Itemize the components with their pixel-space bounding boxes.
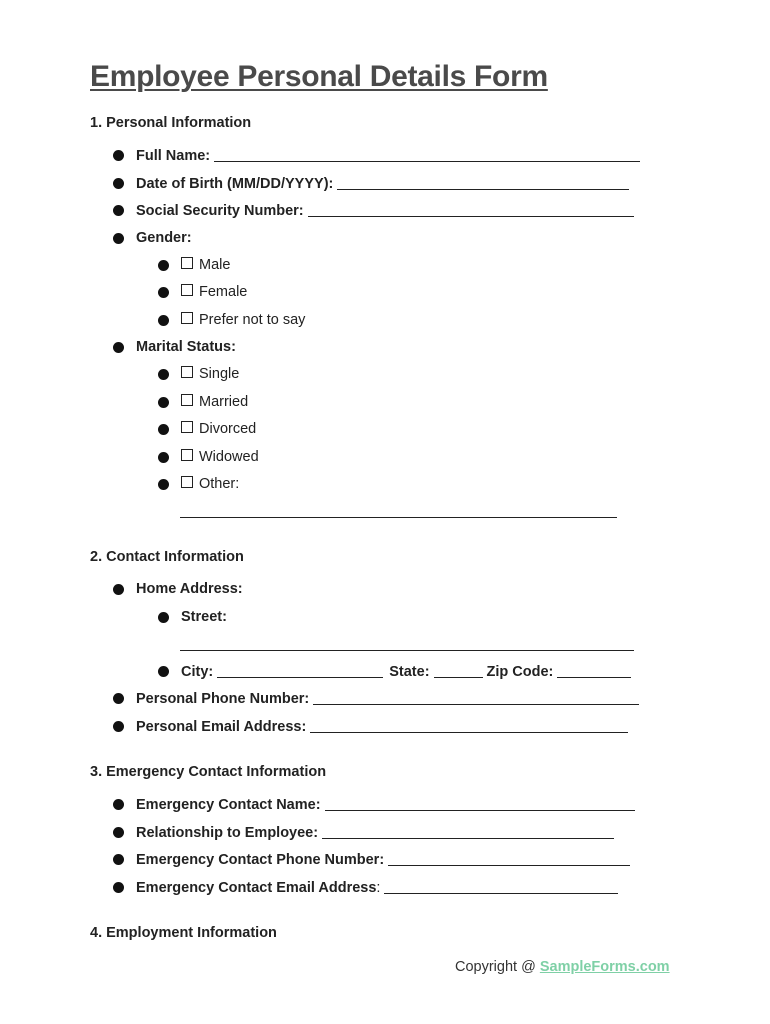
email-label: Personal Email Address: [136, 719, 307, 735]
dob-field[interactable] [337, 176, 629, 190]
relationship-label: Relationship to Employee: [136, 825, 319, 841]
bullet-icon [158, 424, 169, 435]
relationship-field[interactable] [322, 825, 614, 839]
bullet-icon [113, 882, 124, 893]
emergency-phone-label: Emergency Contact Phone Number: [136, 852, 385, 868]
full-name-row [136, 146, 640, 165]
section-heading-contact: 2. Contact Information [90, 549, 244, 565]
bullet-icon [158, 397, 169, 408]
city-label: City: [181, 664, 214, 680]
zip-field[interactable] [557, 664, 631, 678]
marital-option-married[interactable] [181, 393, 248, 411]
bullet-icon [158, 315, 169, 326]
section-heading-personal: 1. Personal Information [90, 115, 252, 131]
marital-option-label: Divorced [199, 421, 257, 437]
full-name-label: Full Name: [136, 148, 211, 164]
marital-option-widowed[interactable] [181, 448, 259, 466]
bullet-icon [158, 260, 169, 271]
bullet-icon [158, 612, 169, 623]
marital-option-other[interactable] [181, 475, 239, 493]
bullet-icon [113, 721, 124, 732]
marital-label: Marital Status: [136, 339, 236, 355]
gender-option-label: Female [199, 284, 248, 300]
emergency-name-row [136, 795, 635, 814]
checkbox-icon[interactable] [181, 421, 193, 433]
checkbox-icon[interactable] [181, 366, 193, 378]
checkbox-icon[interactable] [181, 394, 193, 406]
checkbox-icon[interactable] [181, 257, 193, 269]
bullet-icon [113, 799, 124, 810]
ssn-row [136, 201, 634, 220]
page-title: Employee Personal Details Form [90, 60, 548, 93]
marital-option-label: Widowed [199, 449, 259, 465]
gender-option-male[interactable] [181, 256, 230, 274]
phone-row [136, 689, 639, 708]
street-field[interactable] [180, 650, 634, 651]
bullet-icon [113, 584, 124, 595]
marital-option-label: Other: [199, 476, 240, 492]
gender-option-prefer-not[interactable] [181, 311, 305, 329]
bullet-icon [113, 854, 124, 865]
bullet-icon [113, 342, 124, 353]
emergency-email-colon: : [376, 880, 381, 896]
checkbox-icon[interactable] [181, 476, 193, 488]
zip-label: Zip Code: [486, 664, 554, 680]
dob-row [136, 174, 629, 193]
phone-label: Personal Phone Number: [136, 691, 310, 707]
gender-row [136, 229, 192, 247]
emergency-phone-row [136, 850, 630, 869]
gender-option-female[interactable] [181, 283, 247, 301]
bullet-icon [113, 233, 124, 244]
marital-option-label: Married [199, 394, 249, 410]
email-row [136, 717, 628, 736]
email-field[interactable] [310, 719, 628, 733]
emergency-name-field[interactable] [325, 797, 635, 811]
bullet-icon [113, 150, 124, 161]
bullet-icon [158, 369, 169, 380]
checkbox-icon[interactable] [181, 312, 193, 324]
emergency-name-label: Emergency Contact Name: [136, 797, 321, 813]
marital-option-divorced[interactable] [181, 420, 256, 438]
city-state-zip-row [181, 662, 631, 681]
copyright-text: Copyright @ [455, 959, 540, 975]
gender-option-label: Prefer not to say [199, 312, 306, 328]
ssn-label: Social Security Number: [136, 203, 304, 219]
city-field[interactable] [217, 664, 383, 678]
bullet-icon [113, 205, 124, 216]
section-heading-emergency: 3. Emergency Contact Information [90, 764, 327, 780]
home-address-label: Home Address: [136, 581, 243, 597]
state-field[interactable] [434, 664, 483, 678]
dob-label: Date of Birth (MM/DD/YYYY): [136, 176, 334, 192]
phone-field[interactable] [313, 691, 639, 705]
bullet-icon [113, 693, 124, 704]
bullet-icon [113, 827, 124, 838]
emergency-email-row [136, 878, 618, 897]
marital-option-label: Single [199, 366, 240, 382]
bullet-icon [158, 287, 169, 298]
home-address-row [136, 580, 243, 598]
full-name-field[interactable] [214, 148, 640, 162]
street-label: Street: [181, 609, 227, 625]
bullet-icon [158, 666, 169, 677]
marital-other-field[interactable] [180, 517, 617, 518]
emergency-email-field[interactable] [384, 880, 618, 894]
bullet-icon [158, 479, 169, 490]
checkbox-icon[interactable] [181, 449, 193, 461]
emergency-phone-field[interactable] [388, 852, 630, 866]
marital-row [136, 338, 236, 356]
bullet-icon [158, 452, 169, 463]
marital-option-single[interactable] [181, 365, 239, 383]
relationship-row [136, 823, 614, 842]
street-row [181, 608, 227, 626]
bullet-icon [113, 178, 124, 189]
brand-link[interactable]: SampleForms.com [539, 959, 670, 975]
gender-option-label: Male [199, 257, 231, 273]
copyright-footer [455, 959, 670, 975]
gender-label: Gender: [136, 230, 192, 246]
state-label: State: [389, 664, 430, 680]
checkbox-icon[interactable] [181, 284, 193, 296]
emergency-email-label: Emergency Contact Email Address [136, 880, 377, 896]
section-heading-employment: 4. Employment Information [90, 925, 277, 941]
ssn-field[interactable] [308, 203, 634, 217]
